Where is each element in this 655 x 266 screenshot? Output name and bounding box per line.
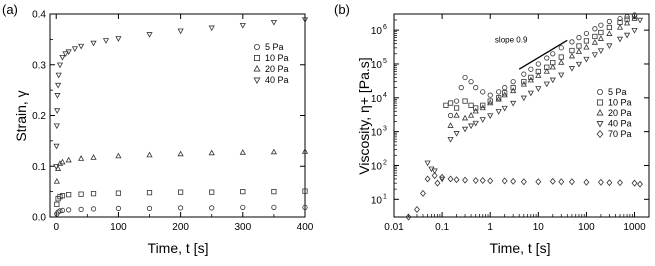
data-point (463, 75, 467, 79)
data-point (488, 93, 492, 97)
panel-b-annotation (495, 35, 567, 69)
data-point (599, 30, 603, 34)
data-point (488, 100, 493, 104)
data-point (240, 150, 245, 154)
data-point (607, 31, 612, 35)
data-point (56, 83, 61, 87)
panel-b-y-axis-title: Viscosity, η+ [Pa.s] (356, 57, 372, 175)
data-point (577, 49, 582, 53)
data-point (241, 189, 245, 193)
data-point (496, 90, 500, 94)
legend-label: 20 Pa (265, 64, 289, 74)
panel-b-x-axis-title: Time, t [s] (489, 240, 551, 256)
x-tick-label: 300 (234, 222, 252, 233)
legend-marker (597, 121, 603, 126)
data-point (147, 152, 152, 156)
data-point (66, 158, 71, 162)
y-tick-label: 10 (370, 93, 382, 105)
data-point (271, 149, 276, 153)
data-point (592, 40, 597, 44)
panel-a-y-axis-title: Strain, γ (13, 90, 29, 142)
panel-a-label: (a) (2, 2, 18, 17)
data-point (577, 35, 581, 39)
data-point (210, 190, 214, 194)
data-point (584, 31, 588, 35)
x-tick-label: 100 (110, 222, 127, 233)
legend-marker (597, 89, 602, 94)
data-point (473, 121, 478, 125)
legend-label: 40 Pa (265, 75, 289, 85)
data-point (178, 206, 182, 210)
data-point (502, 85, 506, 89)
data-point (415, 207, 420, 213)
data-point (607, 25, 611, 29)
slope-label: slope 0.9 (494, 35, 528, 45)
x-tick-label: 1 (487, 222, 493, 233)
data-point (79, 207, 83, 211)
data-point (454, 113, 459, 117)
data-point (592, 53, 597, 57)
legend-marker (254, 78, 260, 83)
data-point (454, 131, 459, 135)
data-point (463, 99, 467, 103)
data-point (240, 23, 245, 27)
data-point (241, 205, 245, 209)
data-point (55, 109, 60, 113)
legend-marker (597, 100, 602, 105)
y-tick-exponent: 3 (383, 125, 387, 133)
data-point (559, 73, 564, 77)
data-point (550, 178, 555, 184)
data-point (54, 179, 59, 183)
data-point (66, 192, 70, 196)
series-10-pa (55, 189, 308, 207)
data-point (454, 99, 458, 103)
data-point (91, 41, 96, 45)
data-point (593, 27, 597, 31)
data-point (178, 190, 182, 194)
data-point (178, 29, 183, 33)
data-point (79, 156, 84, 160)
data-point (448, 101, 452, 105)
data-point (448, 176, 453, 182)
legend-label: 10 Pa (608, 97, 632, 108)
data-point (454, 177, 459, 183)
data-point (536, 179, 541, 185)
data-point (570, 66, 575, 70)
data-point (79, 44, 84, 48)
data-point (570, 54, 575, 58)
data-point (496, 97, 501, 101)
data-point (625, 33, 630, 37)
panel-b-legend (597, 87, 631, 139)
legend-label: 5 Pa (608, 87, 627, 97)
data-point (209, 26, 214, 30)
data-point (116, 153, 121, 157)
data-point (522, 72, 526, 76)
legend-marker (597, 110, 603, 115)
data-point (79, 192, 83, 196)
legend-marker (597, 131, 603, 138)
data-point (577, 44, 581, 48)
data-point (272, 205, 276, 209)
data-point (577, 62, 582, 66)
data-point (463, 116, 468, 120)
data-point (528, 91, 533, 95)
data-point (536, 87, 541, 91)
x-tick-label: 0.1 (435, 222, 450, 233)
y-tick-exponent: 1 (383, 193, 387, 201)
legend-label: 5 Pa (265, 42, 284, 52)
data-point (463, 177, 468, 183)
data-point (599, 23, 603, 27)
data-point (469, 124, 474, 128)
data-point (529, 67, 533, 71)
x-tick-label: 100 (578, 222, 595, 233)
data-point (91, 191, 95, 195)
series-70-pa (406, 173, 642, 220)
y-tick-label: 0.1 (32, 161, 46, 173)
data-point (444, 103, 448, 107)
data-point (550, 65, 555, 69)
data-point (545, 56, 549, 60)
data-point (570, 179, 575, 185)
data-point (638, 181, 643, 187)
data-point (435, 180, 440, 186)
data-point (559, 60, 564, 64)
data-point (459, 85, 463, 89)
data-point (58, 63, 63, 67)
data-point (536, 62, 540, 66)
legend-marker (254, 66, 260, 71)
data-point (448, 113, 452, 117)
data-point (448, 137, 453, 141)
y-tick-label: 0.2 (32, 111, 46, 122)
data-point (607, 19, 611, 23)
data-point (502, 106, 507, 110)
data-point (272, 189, 276, 193)
data-point (550, 78, 555, 82)
data-point (271, 20, 276, 24)
data-point (473, 178, 478, 184)
data-point (607, 44, 612, 48)
data-point (632, 180, 637, 186)
data-point (116, 37, 121, 41)
data-point (618, 25, 623, 29)
panel-a-legend (254, 42, 288, 85)
data-point (55, 93, 60, 97)
legend-label: 10 Pa (265, 53, 289, 63)
data-point (55, 202, 59, 206)
y-tick-exponent: 4 (383, 91, 387, 99)
data-point (425, 161, 430, 165)
data-point (147, 33, 152, 37)
data-point (559, 55, 563, 59)
data-point (598, 49, 603, 53)
data-point (502, 178, 507, 184)
data-point (593, 34, 597, 38)
y-tick-label: 10 (370, 59, 382, 71)
y-tick-exponent: 6 (383, 24, 387, 32)
data-point (116, 191, 120, 195)
y-tick-label: 0.0 (32, 212, 46, 224)
data-point (607, 180, 612, 186)
data-point (598, 36, 603, 40)
data-point (178, 151, 183, 155)
data-point (463, 127, 468, 131)
data-point (54, 144, 59, 148)
data-point (480, 118, 485, 122)
legend-label: 20 Pa (608, 108, 632, 118)
data-point (584, 179, 589, 185)
data-point (584, 39, 588, 43)
data-point (559, 179, 564, 185)
data-point (544, 82, 549, 86)
data-point (638, 18, 643, 22)
data-point (473, 109, 478, 113)
y-tick-label: 10 (370, 26, 382, 38)
data-point (559, 46, 563, 50)
data-point (570, 40, 574, 44)
data-point (488, 114, 493, 118)
y-tick-label: 0.3 (32, 60, 46, 72)
panel-a-strain-chart (2, 2, 314, 256)
panel-b-label: (b) (334, 2, 350, 17)
data-point (72, 47, 77, 51)
panel-a-x-axis-title: Time, t [s] (147, 240, 209, 256)
legend-label: 40 Pa (608, 118, 632, 129)
data-point (448, 123, 453, 127)
data-point (488, 178, 493, 184)
data-point (521, 179, 526, 185)
x-tick-label: 200 (172, 222, 189, 233)
x-tick-label: 1000 (623, 222, 646, 233)
data-point (511, 79, 515, 83)
data-point (481, 90, 485, 94)
legend-marker (254, 55, 259, 60)
data-point (469, 113, 474, 117)
series-40-pa (54, 18, 308, 169)
data-point (60, 55, 65, 59)
data-point (632, 28, 637, 32)
data-point (104, 39, 109, 43)
data-point (618, 37, 623, 41)
data-point (511, 178, 516, 184)
data-point (496, 110, 501, 114)
data-point (66, 208, 70, 212)
data-point (425, 176, 430, 182)
data-point (116, 206, 120, 210)
panel-b-viscosity-chart (334, 2, 649, 256)
data-point (570, 48, 574, 52)
data-point (469, 79, 473, 83)
series-20-pa (54, 149, 307, 183)
data-point (618, 180, 623, 186)
data-point (521, 96, 526, 100)
x-tick-label: 0 (53, 222, 60, 233)
data-point (511, 101, 516, 105)
y-tick-label: 0.4 (32, 9, 46, 21)
data-point (209, 150, 214, 154)
x-tick-label: 10 (532, 222, 544, 233)
data-point (469, 103, 473, 107)
data-point (598, 179, 603, 185)
data-point (91, 207, 95, 211)
data-point (551, 52, 555, 56)
data-point (454, 106, 458, 110)
data-point (54, 124, 59, 128)
data-point (584, 57, 589, 61)
y-tick-label: 10 (370, 195, 382, 207)
y-tick-exponent: 5 (383, 57, 387, 65)
data-point (56, 73, 61, 77)
data-point (421, 190, 426, 196)
y-tick-exponent: 2 (383, 159, 387, 167)
y-tick-label: 10 (370, 127, 382, 139)
x-tick-label: 400 (296, 222, 314, 233)
data-point (584, 45, 589, 49)
data-point (91, 155, 96, 159)
data-point (480, 178, 485, 184)
legend-label: 70 Pa (608, 129, 632, 139)
y-tick-label: 10 (370, 161, 382, 173)
legend-marker (254, 44, 259, 49)
data-point (147, 190, 151, 194)
x-tick-label: 0.01 (384, 222, 404, 233)
data-point (147, 206, 151, 210)
data-point (474, 85, 478, 89)
data-point (511, 88, 516, 92)
data-point (210, 206, 214, 210)
